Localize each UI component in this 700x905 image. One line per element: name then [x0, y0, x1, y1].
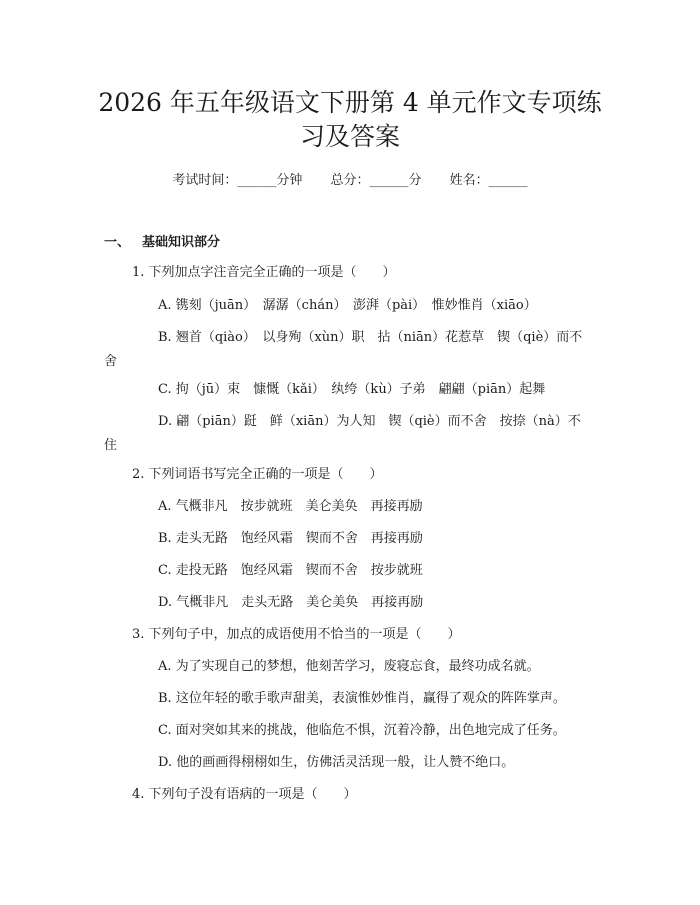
question-1-option-c: C. 拘（jū）束 慷慨（kǎi） 纨绔（kù）子弟 翩翩（piān）起舞	[158, 382, 546, 397]
question-1-option-d: D. 翩（piān）跹 鲜（xiān）为人知 锲（qiè）而不舍 按捺（nà）不	[158, 414, 581, 429]
question-1-option-b-wrap: 舍	[104, 354, 118, 369]
question-1-stem: 1. 下列加点字注音完全正确的一项是（ ）	[132, 265, 396, 280]
section-heading	[104, 231, 220, 250]
question-2-option-c: C. 走投无路 饱经风霜 锲而不舍 按步就班	[158, 563, 423, 578]
question-2-option-b: B. 走头无路 饱经风霜 锲而不舍 再接再励	[158, 531, 423, 546]
question-2-stem: 2. 下列词语书写完全正确的一项是（ ）	[132, 467, 383, 482]
section-number: 一、	[104, 235, 131, 250]
exam-time-field: 考试时间：______分钟	[172, 173, 303, 188]
question-1-option-d-wrap: 住	[104, 438, 118, 453]
question-2-option-a: A. 气概非凡 按步就班 美仑美奂 再接再励	[158, 499, 423, 514]
question-3-option-a: A. 为了实现自己的梦想，他刻苦学习，废寝忘食，最终功成名就。	[158, 659, 540, 674]
question-3-stem: 3. 下列句子中，加点的成语使用不恰当的一项是（ ）	[132, 627, 461, 642]
exam-name-field: 姓名：______	[449, 173, 528, 188]
question-3-option-d: D. 他的画画得栩栩如生，仿佛活灵活现一般，让人赞不绝口。	[158, 755, 515, 770]
question-3-option-b: B. 这位年轻的歌手歌声甜美，表演惟妙惟肖，赢得了观众的阵阵掌声。	[158, 691, 566, 706]
page-title-line2: 习及答案	[299, 122, 400, 151]
question-1-option-b: B. 翘首（qiào） 以身殉（xùn）职 拈（niān）花惹草 锲（qiè）而不	[158, 330, 583, 345]
section-title-text: 基础知识部分	[142, 235, 221, 250]
exam-meta	[0, 169, 700, 188]
question-4-stem: 4. 下列句子没有语病的一项是（ ）	[132, 787, 357, 802]
page-title-line1: 2026 年五年级语文下册第 4 单元作文专项练	[98, 88, 602, 117]
exam-score-field: 总分：______分	[330, 173, 422, 188]
question-2-option-d: D. 气概非凡 走头无路 美仑美奂 再接再励	[158, 595, 424, 610]
question-1-option-a: A. 镌刻（juān） 潺潺（chán） 澎湃（pài） 惟妙惟肖（xiāo）	[158, 298, 537, 313]
question-3-option-c: C. 面对突如其来的挑战，他临危不惧，沉着冷静，出色地完成了任务。	[158, 723, 566, 738]
